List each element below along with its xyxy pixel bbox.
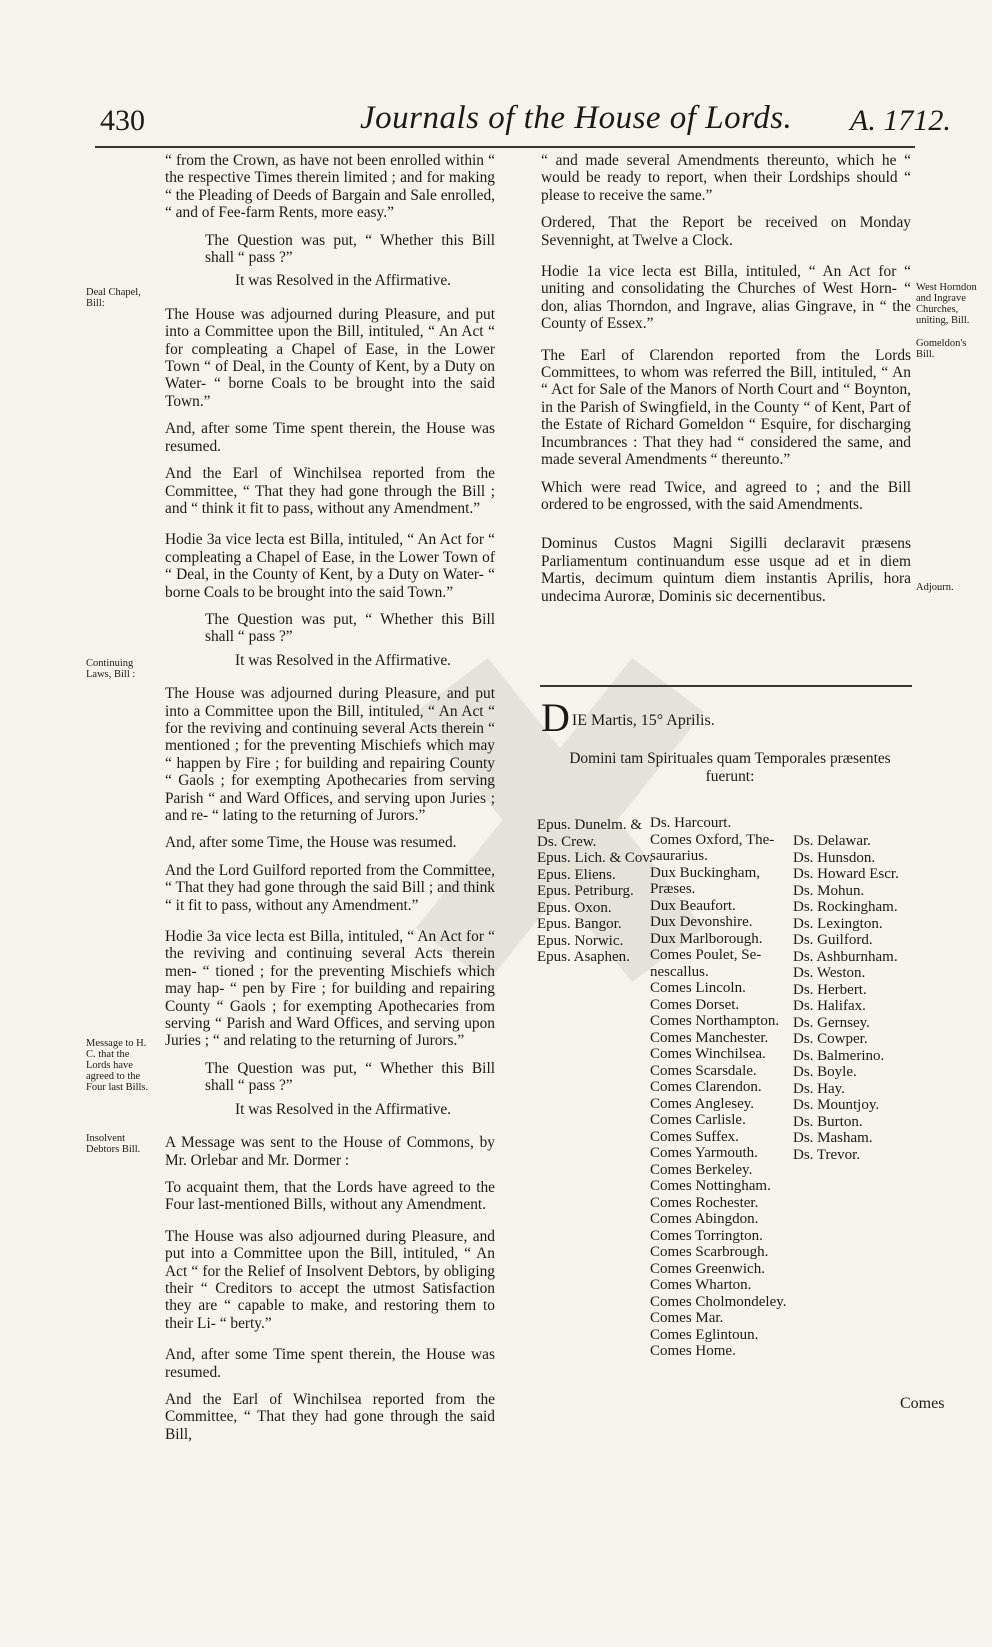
attendance-heading: Domini tam Spirituales quam Temporales præsentes fuerunt:: [569, 750, 891, 785]
attendee-name: Ds. Crew.: [537, 833, 597, 850]
attendee-name: Dux Beaufort.: [650, 897, 736, 914]
attendee-name: Comes Manchester.: [650, 1029, 769, 1046]
question-paragraph: The Question was put, “ Whether this Bill shall “ pass ?”: [205, 610, 495, 646]
question-paragraph: The Question was put, “ Whether this Bill shall “ pass ?”: [205, 231, 495, 267]
attendee-name: Epus. Lich. & Cov.: [537, 850, 653, 866]
paragraph: The House was adjourned during Pleasure, and put into a Committee upon the Bill, intituled, “ An Act “ for the reviving and continuing several Acts therein “ mentioned ; for the preventing Mischiefs which may “ happen by Fire ; for building and repairing County “ Gaols ; for exempting Apothecaries from serving Parish “ and Ward Offices, and serving upon Juries ; and re- “ lating to the returning of Jurors.”: [165, 685, 495, 824]
attendee-name: Ds. Harcourt.: [650, 815, 732, 831]
paragraph: Dominus Custos Magni Sigilli declaravit præsens Parliamentum continuandum esse usque ad et in diem Martis, decimum quintum diem instantis Aprilis, hora undecima Auroræ, Dominis sic decernentibus.: [541, 535, 911, 605]
attendee-name: Ds. Guilford.: [793, 932, 873, 948]
attendee-name: Ds. Boyle.: [793, 1064, 857, 1080]
margin-note-deal-chapel: Deal Chapel, Bill:: [86, 287, 141, 309]
left-column: [165, 152, 495, 1453]
attendee-name: nescallus.: [650, 963, 709, 980]
attendee-name: Ds. Delawar.: [793, 833, 871, 849]
attendee-name: Comes Greenwich.: [650, 1260, 765, 1277]
attendee-name: Comes Mar.: [650, 1310, 724, 1326]
attendee-name: Ds. Mountjoy.: [793, 1097, 880, 1113]
attendee-name: Ds. Ashburnham.: [793, 948, 898, 965]
margin-note-gomeldon: Gomeldon's Bill.: [916, 338, 967, 360]
paragraph: And, after some Time spent therein, the House was resumed.: [165, 1346, 495, 1381]
attendee-name: Ds. Mohun.: [793, 882, 865, 899]
attendee-name: saurarius.: [650, 848, 708, 864]
resolved-line: It was Resolved in the Affirmative.: [235, 1100, 451, 1118]
paragraph: And the Earl of Winchilsea reported from the Committee, “ That they had gone through the said Bill,: [165, 1390, 495, 1443]
margin-note-message: Message to H. C. that the Lords have agreed to the Four last Bills.: [86, 1038, 149, 1093]
attendee-name: Epus. Petriburg.: [537, 883, 634, 899]
paragraph: And the Lord Guilford reported from the Committee, “ That they had gone through the said Bill ; and think “ it fit to pass, without any Amendment.”: [165, 861, 495, 914]
attendee-name: Comes Cholmondeley.: [650, 1293, 787, 1310]
question-paragraph: The Question was put, “ Whether this Bill shall “ pass ?”: [205, 1059, 495, 1095]
page-year: A. 1712.: [850, 104, 951, 137]
section-divider: [540, 685, 912, 687]
attendee-name: Ds. Burton.: [793, 1113, 863, 1130]
attendee-name: Præses.: [650, 881, 696, 897]
attendee-name: Ds. Gernsey.: [793, 1014, 870, 1031]
attendee-name: Ds. Hunsdon.: [793, 849, 876, 866]
paragraph: A Message was sent to the House of Commons, by Mr. Orlebar and Mr. Dormer :: [165, 1134, 495, 1169]
attendee-name: Ds. Trevor.: [793, 1146, 861, 1163]
attendance-column-barons: [793, 833, 899, 1163]
attendee-name: Ds. Halifax.: [793, 998, 866, 1014]
resolved-line: It was Resolved in the Affirmative.: [235, 272, 451, 290]
attendee-name: Epus. Eliens.: [537, 866, 616, 883]
attendee-name: Ds. Lexington.: [793, 915, 883, 932]
attendee-name: Epus. Dunelm. &: [537, 817, 642, 833]
attendee-name: Comes Anglesey.: [650, 1095, 755, 1112]
paragraph: “ from the Crown, as have not been enrolled within “ the respective Times therein limited ; and for making “ the Pleading of Deeds of Bargain and Sale enrolled, “ and of Fee-farm Rents, more easy.”: [165, 152, 495, 222]
attendee-name: Ds. Balmerino.: [793, 1047, 885, 1064]
attendee-name: Ds. Hay.: [793, 1080, 845, 1097]
attendee-name: Epus. Oxon.: [537, 899, 612, 916]
paragraph: Hodie 3a vice lecta est Billa, intituled, “ An Act for “ compleating a Chapel of Ease, in the Lower Town of “ Deal, in the County of Kent, by a Duty on Water- “ borne Coals to be brought into the said Town.”: [165, 531, 495, 601]
paragraph: Hodie 3a vice lecta est Billa, intituled, “ An Act for “ the reviving and continuing several Acts therein men- “ tioned ; for the preventing Mischiefs which may hap- “ pen by Fire ; for building and repairing County “ Gaols ; for exempting Apothecaries from serving “ Parish and Ward Offices, and serving upon Juries ; “ and relating to the returning of Jurors.”: [165, 928, 495, 1050]
attendee-name: Comes Torrington.: [650, 1227, 763, 1244]
margin-note-insolvent: Insolvent Debtors Bill.: [86, 1133, 141, 1155]
ordered-paragraph: Ordered, That the Report be received on Monday Sevennight, at Twelve a Clock.: [541, 214, 911, 249]
attendee-name: Dux Devonshire.: [650, 914, 753, 930]
paragraph: The House was adjourned during Pleasure, and put into a Committee upon the Bill, intituled, “ An Act “ for compleating a Chapel of Ease, in the Lower Town “ of Deal, in the County of Kent, by a Duty on Water- “ borne Coals to be brought into the said Town.”: [165, 305, 495, 410]
attendee-name: Comes Dorset.: [650, 996, 740, 1013]
drop-cap: D: [541, 695, 570, 740]
attendee-name: Ds. Masham.: [793, 1130, 873, 1146]
attendee-name: Comes Northampton.: [650, 1013, 780, 1029]
attendee-name: Comes Rochester.: [650, 1194, 759, 1211]
attendance-column-peers: [650, 815, 787, 1360]
attendee-name: Ds. Cowper.: [793, 1031, 868, 1047]
margin-note-adjourn: Adjourn.: [916, 582, 954, 593]
attendee-name: Comes Carlisle.: [650, 1112, 746, 1128]
attendee-name: Ds. Weston.: [793, 965, 866, 981]
day-heading: [541, 695, 715, 740]
day-heading-text: IE Martis, 15° Aprilis.: [571, 712, 715, 729]
catchword: Comes: [900, 1395, 945, 1412]
paragraph: “ and made several Amendments thereunto, which he “ would be ready to report, when their Lordships should “ please to receive the same.”: [541, 152, 911, 204]
paragraph: Which were read Twice, and agreed to ; and the Bill ordered to be engrossed, with the said Amendments.: [541, 478, 911, 513]
attendee-name: Comes Yarmouth.: [650, 1145, 758, 1161]
attendee-name: Comes Scarsdale.: [650, 1062, 757, 1079]
paragraph: The House was also adjourned during Pleasure, and put into a Committee upon the Bill, intituled, “ An Act “ for the Relief of Insolvent Debtors, by obliging their “ Creditors to accept the utmost Satisfaction they are “ capable to make, and restoring them to their Li- “ berty.”: [165, 1227, 495, 1332]
attendee-name: Dux Buckingham,: [650, 864, 760, 881]
paragraph: And the Earl of Winchilsea reported from the Committee, “ That they had gone through the Bill ; and “ think it fit to pass, without any Amendment.”: [165, 465, 495, 517]
page-title: Journals of the House of Lords.: [360, 100, 793, 136]
resolved-line: It was Resolved in the Affirmative.: [235, 651, 451, 669]
right-column: [541, 152, 911, 615]
attendee-name: Comes Eglintoun.: [650, 1326, 759, 1343]
paragraph: The Earl of Clarendon reported from the Lords Committees, to whom was referred the Bill, intituled, “ An “ Act for Sale of the Manors of North Court and “ Boynton, in the Parish of Swingfield, in the County “ of Kent, Part of the Estate of Richard Gomeldon “ Esquire, for discharging Incumbrances : That they had “ considered the same, and made several Amendments “ thereunto.”: [541, 346, 911, 469]
attendee-name: Comes Oxford, The-: [650, 831, 775, 848]
attendee-name: Epus. Bangor.: [537, 916, 622, 932]
paragraph: To acquaint them, that the Lords have agreed to the Four last-mentioned Bills, without any Amendment.: [165, 1178, 495, 1214]
attendance-column-bishops: [537, 817, 653, 966]
attendee-name: Comes Wharton.: [650, 1277, 752, 1293]
attendee-name: Comes Winchilsea.: [650, 1046, 766, 1062]
attendee-name: Comes Berkeley.: [650, 1161, 753, 1178]
attendee-name: Ds. Herbert.: [793, 981, 867, 998]
attendee-name: Dux Marlborough.: [650, 930, 763, 947]
attendee-name: Comes Home.: [650, 1343, 736, 1359]
paragraph: And, after some Time spent therein, the House was resumed.: [165, 420, 495, 455]
attendee-name: Epus. Asaphen.: [537, 949, 630, 965]
header-rule: [95, 146, 915, 148]
attendee-name: Comes Poulet, Se-: [650, 947, 762, 963]
attendee-name: Epus. Norwic.: [537, 932, 624, 949]
page-number: 430: [100, 104, 145, 137]
attendee-name: Comes Nottingham.: [650, 1178, 771, 1194]
attendee-name: Comes Scarbrough.: [650, 1244, 769, 1260]
margin-note-continuing-laws: Continuing Laws, Bill :: [86, 658, 136, 680]
attendee-name: Comes Abingdon.: [650, 1211, 759, 1227]
attendee-name: Comes Lincoln.: [650, 980, 746, 996]
attendee-name: Comes Clarendon.: [650, 1079, 762, 1095]
margin-note-west-horndon: West Horndon and Ingrave Churches, uniting, Bill.: [916, 282, 977, 326]
paragraph: And, after some Time, the House was resumed.: [165, 834, 457, 852]
paragraph: Hodie 1a vice lecta est Billa, intituled, “ An Act for “ uniting and consolidating the Churches of West Horn- “ don, alias Thorndon, and Ingrave, alias Gingrave, in “ the County of Essex.”: [541, 263, 911, 333]
attendee-name: Ds. Rockingham.: [793, 899, 898, 915]
attendee-name: Comes Suffex.: [650, 1128, 739, 1145]
attendee-name: Ds. Howard Escr.: [793, 866, 899, 882]
